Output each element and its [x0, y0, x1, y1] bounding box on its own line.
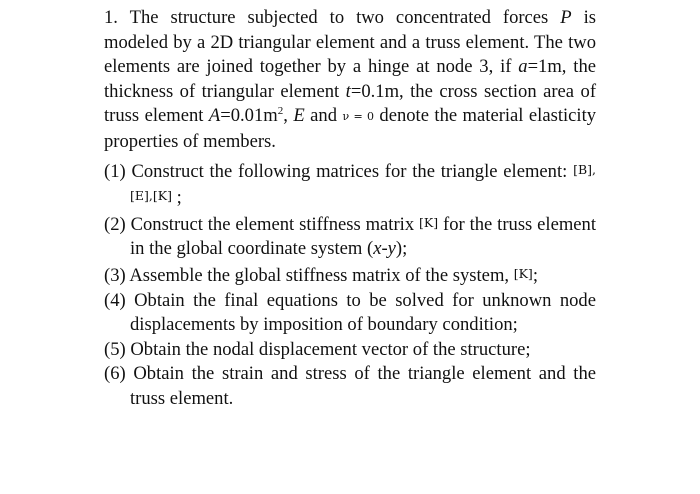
comma: ,: [283, 105, 288, 127]
task-text-1: Construct the following matrices for the triangle element:: [131, 160, 568, 182]
problem-statement: [104, 6, 596, 155]
task-label-5: (5): [104, 338, 126, 360]
force-symbol: P: [560, 7, 572, 28]
task-suffix-1: ;: [176, 187, 182, 209]
a-value: =1m, the thickness of triangular element: [104, 56, 596, 102]
task-label-4: (4): [104, 289, 126, 311]
poisson-ratio: ν = 0: [342, 110, 374, 124]
a-symbol: a: [518, 56, 528, 78]
task-text-2: Construct the element stiffness matrix: [130, 213, 415, 235]
intro-text-2: is modeled by a 2D triangular element and a truss element. The two elements are joined together by a hinge at node 3, if: [104, 7, 596, 78]
task-end-2: );: [395, 238, 408, 260]
task-label-6: (6): [104, 363, 126, 385]
task-label-2: (2): [104, 213, 126, 235]
task-suffix-3: ;: [532, 264, 538, 286]
task-item-4: [104, 289, 596, 338]
task-item-6: [104, 362, 596, 411]
task-math-3: [K]: [513, 265, 533, 281]
task-text-5: Obtain the nodal displacement vector of the structure;: [130, 338, 531, 360]
area-value: =0.01m: [220, 105, 278, 127]
area-symbol: A: [208, 105, 221, 127]
t-value: =0.1m, the cross section area of truss element: [104, 80, 597, 127]
task-math-1: [B],[E],[K]: [130, 161, 596, 204]
task-item-5: [104, 338, 596, 363]
task-item-1: [104, 158, 596, 211]
task-item-3: [104, 262, 596, 289]
task-label-3: (3): [104, 264, 126, 286]
task-text-4: Obtain the final equations to be solved for unknown node displacements by imposition of boundary condition;: [130, 289, 596, 336]
modulus-symbol: E: [293, 105, 305, 127]
problem-document: [104, 6, 596, 412]
and-text: and: [310, 105, 338, 127]
area-superscript: 2: [277, 105, 284, 118]
task-suffix-2: for the truss element in the global coordinate system (: [130, 213, 597, 260]
problem-number: 1.: [104, 7, 118, 28]
task-text-6: Obtain the strain and stress of the triangle element and the truss element.: [130, 363, 597, 409]
t-symbol: t: [345, 80, 351, 102]
intro-text-1: The structure subjected to two concentrated forces: [129, 7, 549, 28]
task-math-2: [K]: [419, 214, 439, 230]
task-text-3: Assemble the global stiffness matrix of the system,: [129, 264, 510, 286]
coordinate-system: x-y: [373, 238, 396, 260]
task-item-2: [104, 211, 596, 262]
task-label-1: (1): [104, 160, 126, 182]
intro-text-3: denote the material elasticity properties of members.: [104, 105, 597, 152]
